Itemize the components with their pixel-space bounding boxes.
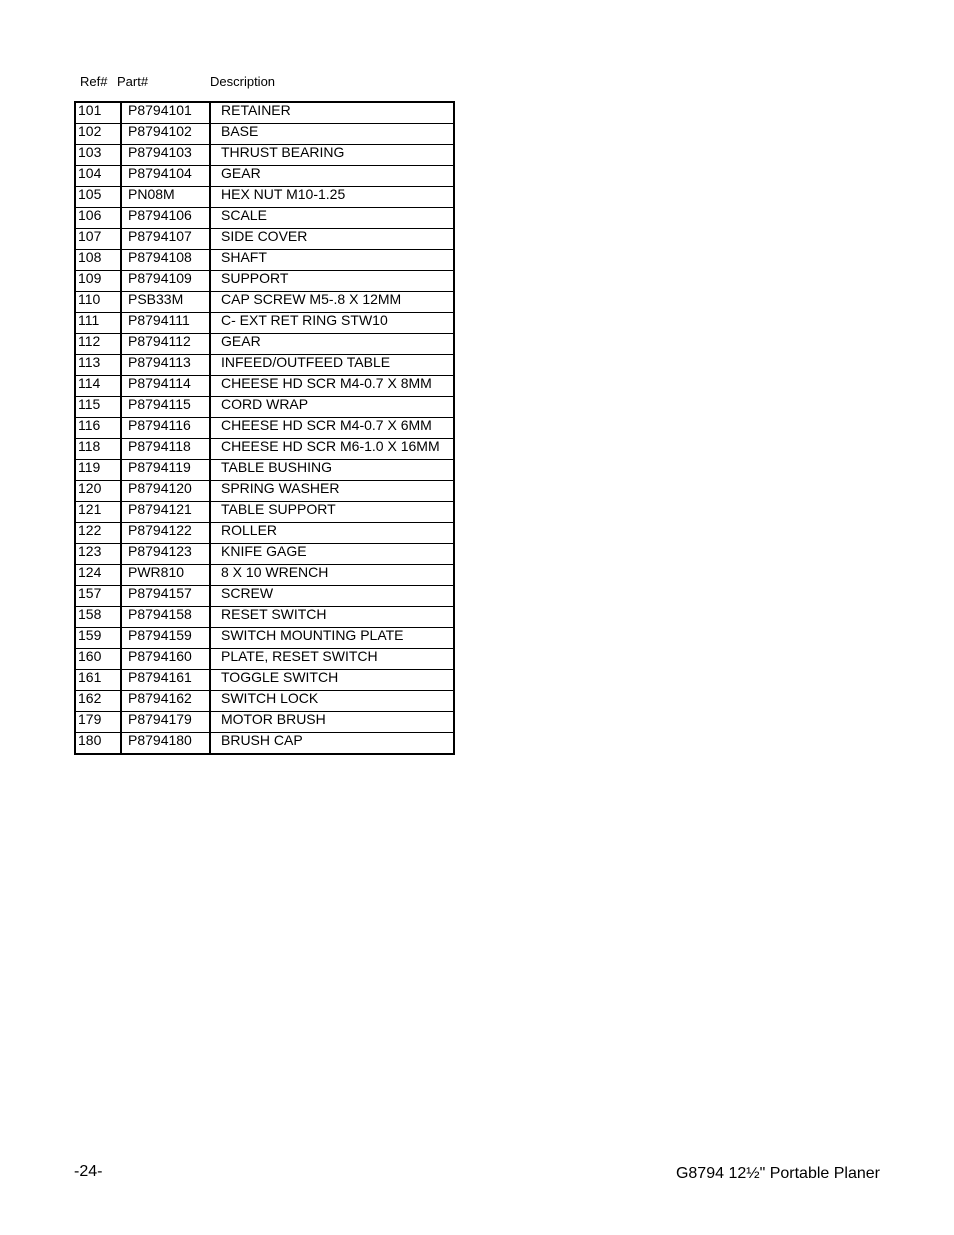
table-row <box>75 565 454 586</box>
description-cell: TABLE SUPPORT <box>210 502 454 523</box>
table-row <box>75 418 454 439</box>
ref-cell: 110 <box>75 292 121 313</box>
header-part: Part# <box>117 74 149 89</box>
header-description: Description <box>210 74 276 89</box>
ref-cell: 179 <box>75 712 121 733</box>
table-row <box>75 229 454 250</box>
parts-table <box>74 101 455 755</box>
description-cell: GEAR <box>210 166 454 187</box>
part-number-cell: PWR810 <box>121 565 210 586</box>
page-number: -24- <box>74 1163 103 1180</box>
table-row <box>75 691 454 712</box>
part-number-cell: PN08M <box>121 187 210 208</box>
table-row <box>75 502 454 523</box>
description-cell: SPRING WASHER <box>210 481 454 502</box>
table-row <box>75 586 454 607</box>
table-row <box>75 439 454 460</box>
ref-cell: 124 <box>75 565 121 586</box>
table-row <box>75 607 454 628</box>
table-row <box>75 544 454 565</box>
part-number-cell: P8794161 <box>121 670 210 691</box>
ref-cell: 159 <box>75 628 121 649</box>
description-cell: CAP SCREW M5-.8 X 12MM <box>210 292 454 313</box>
table-row <box>75 460 454 481</box>
part-number-cell: P8794109 <box>121 271 210 292</box>
description-cell: CHEESE HD SCR M4-0.7 X 6MM <box>210 418 454 439</box>
description-cell: GEAR <box>210 334 454 355</box>
table-row <box>75 523 454 544</box>
description-cell: KNIFE GAGE <box>210 544 454 565</box>
description-cell: PLATE, RESET SWITCH <box>210 649 454 670</box>
description-cell: THRUST BEARING <box>210 145 454 166</box>
ref-cell: 107 <box>75 229 121 250</box>
part-number-cell: P8794104 <box>121 166 210 187</box>
table-row <box>75 649 454 670</box>
ref-cell: 102 <box>75 124 121 145</box>
ref-cell: 116 <box>75 418 121 439</box>
part-number-cell: P8794160 <box>121 649 210 670</box>
table-row <box>75 145 454 166</box>
column-headers <box>80 74 460 92</box>
table-row <box>75 670 454 691</box>
ref-cell: 112 <box>75 334 121 355</box>
ref-cell: 162 <box>75 691 121 712</box>
table-row <box>75 313 454 334</box>
part-number-cell: P8794103 <box>121 145 210 166</box>
table-row <box>75 628 454 649</box>
description-cell: HEX NUT M10-1.25 <box>210 187 454 208</box>
description-cell: 8 X 10 WRENCH <box>210 565 454 586</box>
ref-cell: 157 <box>75 586 121 607</box>
ref-cell: 101 <box>75 102 121 124</box>
table-row <box>75 292 454 313</box>
ref-cell: 161 <box>75 670 121 691</box>
part-number-cell: P8794106 <box>121 208 210 229</box>
part-number-cell: P8794101 <box>121 102 210 124</box>
table-row <box>75 355 454 376</box>
table-row <box>75 733 454 755</box>
description-cell: SWITCH LOCK <box>210 691 454 712</box>
ref-cell: 115 <box>75 397 121 418</box>
ref-cell: 106 <box>75 208 121 229</box>
part-number-cell: P8794157 <box>121 586 210 607</box>
ref-cell: 158 <box>75 607 121 628</box>
part-number-cell: P8794114 <box>121 376 210 397</box>
part-number-cell: P8794122 <box>121 523 210 544</box>
table-row <box>75 250 454 271</box>
description-cell: SCALE <box>210 208 454 229</box>
ref-cell: 180 <box>75 733 121 755</box>
part-number-cell: P8794111 <box>121 313 210 334</box>
part-number-cell: P8794116 <box>121 418 210 439</box>
ref-cell: 121 <box>75 502 121 523</box>
part-number-cell: P8794159 <box>121 628 210 649</box>
table-row <box>75 397 454 418</box>
document-title: G8794 12½" Portable Planer <box>675 1165 880 1182</box>
ref-cell: 105 <box>75 187 121 208</box>
ref-cell: 111 <box>75 313 121 334</box>
description-cell: SIDE COVER <box>210 229 454 250</box>
description-cell: INFEED/OUTFEED TABLE <box>210 355 454 376</box>
table-row <box>75 481 454 502</box>
description-cell: SHAFT <box>210 250 454 271</box>
part-number-cell: P8794180 <box>121 733 210 755</box>
header-ref: Ref# <box>80 74 108 89</box>
ref-cell: 120 <box>75 481 121 502</box>
description-cell: BASE <box>210 124 454 145</box>
part-number-cell: P8794113 <box>121 355 210 376</box>
part-number-cell: P8794158 <box>121 607 210 628</box>
description-cell: SWITCH MOUNTING PLATE <box>210 628 454 649</box>
description-cell: ROLLER <box>210 523 454 544</box>
ref-cell: 104 <box>75 166 121 187</box>
part-number-cell: P8794162 <box>121 691 210 712</box>
description-cell: TABLE BUSHING <box>210 460 454 481</box>
part-number-cell: P8794121 <box>121 502 210 523</box>
description-cell: SUPPORT <box>210 271 454 292</box>
table-row <box>75 124 454 145</box>
ref-cell: 123 <box>75 544 121 565</box>
ref-cell: 108 <box>75 250 121 271</box>
description-cell: BRUSH CAP <box>210 733 454 755</box>
part-number-cell: P8794120 <box>121 481 210 502</box>
description-cell: MOTOR BRUSH <box>210 712 454 733</box>
description-cell: CORD WRAP <box>210 397 454 418</box>
table-row <box>75 187 454 208</box>
ref-cell: 119 <box>75 460 121 481</box>
ref-cell: 118 <box>75 439 121 460</box>
part-number-cell: P8794118 <box>121 439 210 460</box>
ref-cell: 122 <box>75 523 121 544</box>
description-cell: RESET SWITCH <box>210 607 454 628</box>
ref-cell: 114 <box>75 376 121 397</box>
part-number-cell: P8794119 <box>121 460 210 481</box>
table-row <box>75 271 454 292</box>
part-number-cell: P8794179 <box>121 712 210 733</box>
part-number-cell: P8794102 <box>121 124 210 145</box>
description-cell: C- EXT RET RING STW10 <box>210 313 454 334</box>
part-number-cell: P8794123 <box>121 544 210 565</box>
description-cell: TOGGLE SWITCH <box>210 670 454 691</box>
description-cell: CHEESE HD SCR M4-0.7 X 8MM <box>210 376 454 397</box>
description-cell: RETAINER <box>210 102 454 124</box>
part-number-cell: P8794112 <box>121 334 210 355</box>
parts-table-body <box>75 102 454 754</box>
ref-cell: 103 <box>75 145 121 166</box>
ref-cell: 109 <box>75 271 121 292</box>
description-cell: CHEESE HD SCR M6-1.0 X 16MM <box>210 439 454 460</box>
table-row <box>75 166 454 187</box>
table-row <box>75 102 454 124</box>
part-number-cell: P8794108 <box>121 250 210 271</box>
table-row <box>75 376 454 397</box>
part-number-cell: PSB33M <box>121 292 210 313</box>
table-row <box>75 208 454 229</box>
table-row <box>75 712 454 733</box>
description-cell: SCREW <box>210 586 454 607</box>
ref-cell: 160 <box>75 649 121 670</box>
part-number-cell: P8794115 <box>121 397 210 418</box>
table-row <box>75 334 454 355</box>
ref-cell: 113 <box>75 355 121 376</box>
part-number-cell: P8794107 <box>121 229 210 250</box>
